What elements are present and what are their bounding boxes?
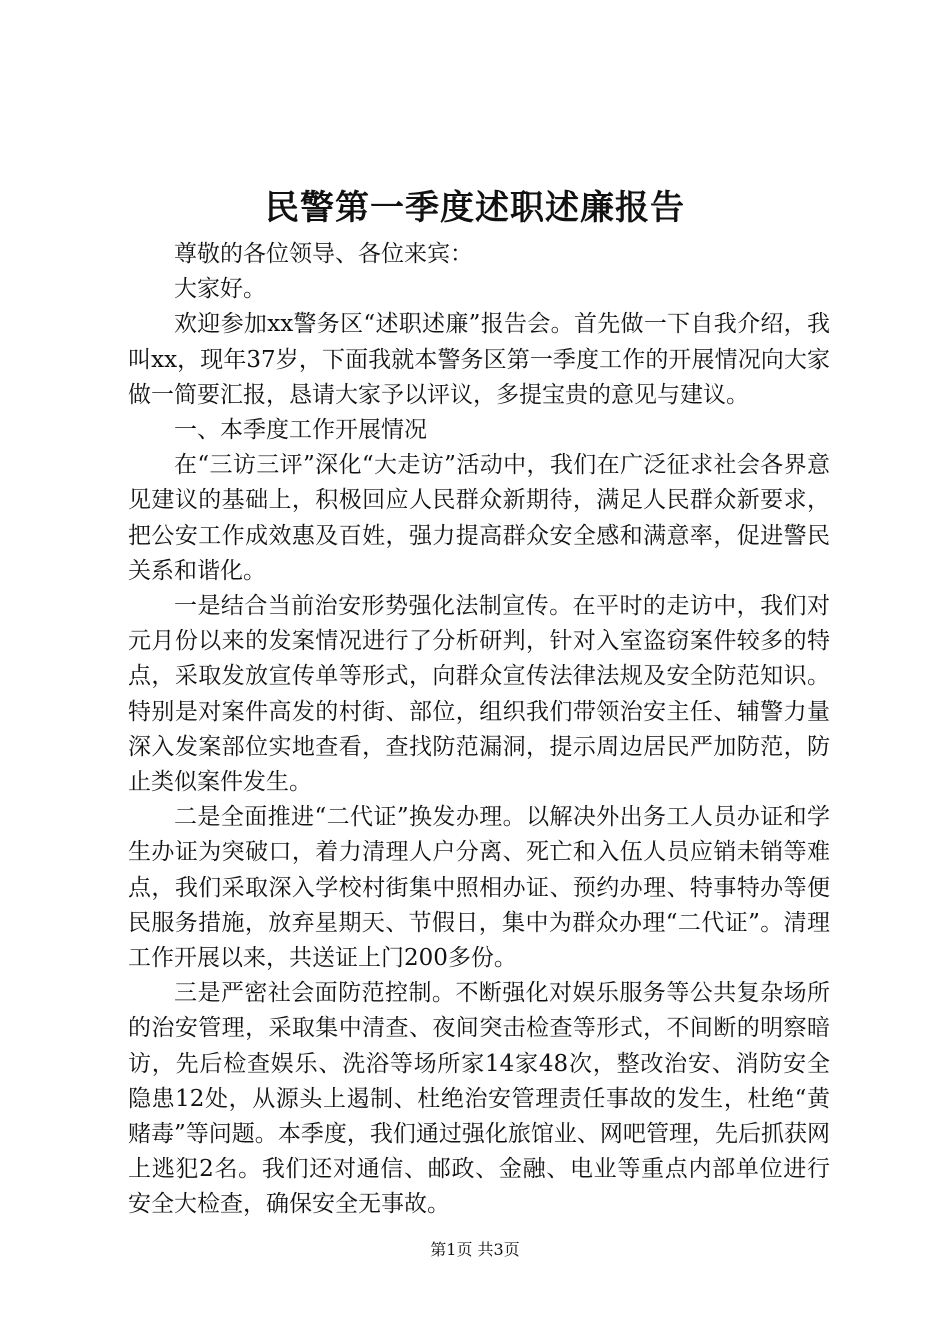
intro-paragraph: 欢迎参加xx警务区“述职述廉”报告会。首先做一下自我介绍，我叫xx，现年37岁，下面我就本警务区第一季度工作的开展情况向大家做一简要汇报，恳请大家予以评议，多提宝贵的意见与建议。 xyxy=(128,311,830,408)
salutation-paragraph: 尊敬的各位领导、各位来宾： xyxy=(174,241,473,267)
item-1-paragraph: 一是结合当前治安形势强化法制宣传。在平时的走访中，我们对元月份以来的发案情况进行了分析研判，针对入室盗窃案件较多的特点，采取发放宣传单等形式，向群众宣传法律法规及安全防范知识。特别是对案件高发的村街、部位，组织我们带领治安主任、辅警力量深入发案部位实地查看，查找防范漏洞，提示周边居民严加防范，防止类似案件发生。 xyxy=(128,593,830,796)
greeting-paragraph: 大家好。 xyxy=(174,276,266,303)
section-heading-1: 一、本季度工作开展情况 xyxy=(174,417,427,444)
document-title: 民警第一季度述职述廉报告 xyxy=(265,188,685,228)
document-body xyxy=(128,237,830,1223)
overview-paragraph: 在“三访三评”深化“大走访”活动中，我们在广泛征求社会各界意见建议的基础上，积极回应人民群众新期待，满足人民群众新要求，把公安工作成效惠及百姓，强力提高群众安全感和满意率，促进警民关系和谐化。 xyxy=(128,452,830,584)
item-2-paragraph: 二是全面推进“二代证”换发办理。以解决外出务工人员办证和学生办证为突破口，着力清理人户分离、死亡和入伍人员应销未销等难点，我们采取深入学校村街集中照相办证、预约办理、特事特办等便民服务措施，放弃星期天、节假日，集中为群众办理“二代证”。清理工作开展以来，共送证上门200多份。 xyxy=(128,804,830,972)
item-3-paragraph: 三是严密社会面防范控制。不断强化对娱乐服务等公共复杂场所的治安管理，采取集中清查、夜间突击检查等形式，不间断的明察暗访，先后检查娱乐、洗浴等场所家14家48次，整改治安、消防安全隐患12处，从源头上遏制、杜绝治安管理责任事故的发生，杜绝“黄赌毒”等问题。本季度，我们通过强化旅馆业、网吧管理，先后抓获网上逃犯2名。我们还对通信、邮政、金融、电业等重点内部单位进行安全大检查，确保安全无事故。 xyxy=(128,980,830,1218)
page-footer: 第1页 共3页 xyxy=(430,1240,520,1259)
